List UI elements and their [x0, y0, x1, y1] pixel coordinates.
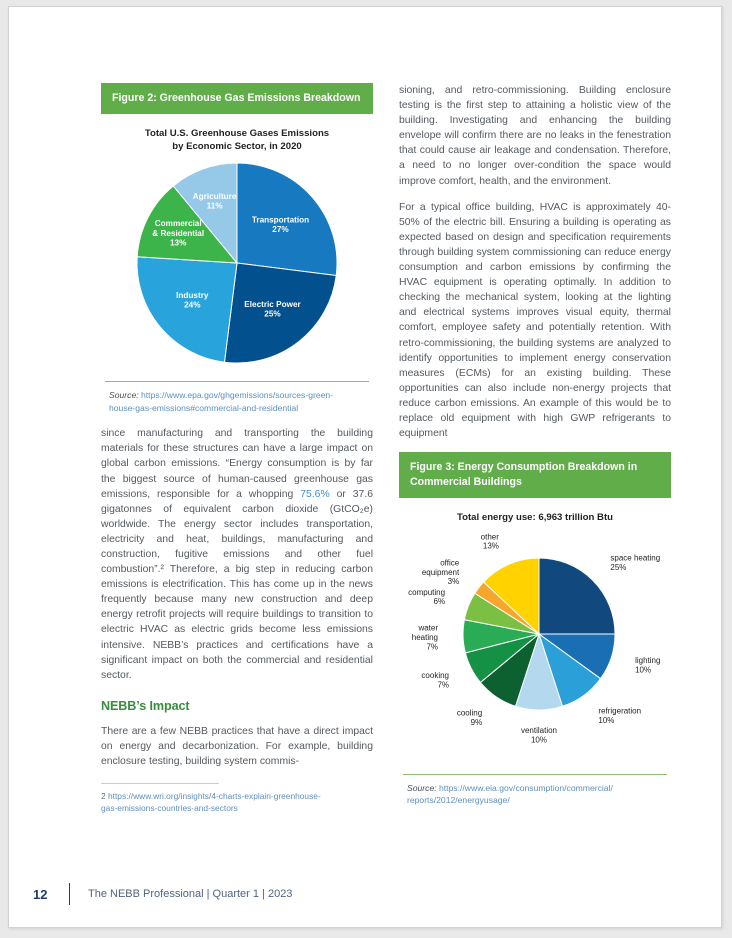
- pie-slice-label: cooling: [456, 708, 483, 718]
- page-content: [101, 83, 671, 843]
- pie-slice-label: 13%: [170, 238, 187, 248]
- pie-slice-label: 24%: [184, 301, 201, 311]
- right-paragraph-1: sioning, and retro-commissioning. Building enclosure testing is the first step to attaining a holistic view of the building. Investigating and enhancing the building envelope will confirm there are no leaks in the fenestration that could cause air leakage and condensation. Therefore, a need to no longer over-condition the space would improve comfort, health, and the environment.: [399, 85, 671, 187]
- pie-slice-label: Transportation: [251, 216, 310, 226]
- left-paragraph-1-highlight: 75.6%: [300, 488, 330, 500]
- pie-slice: [539, 558, 615, 634]
- pie-slice-label: other: [480, 532, 499, 542]
- pie-slice-label: Electric Power: [244, 300, 301, 310]
- pie-slice-label: lighting: [635, 656, 661, 666]
- page-footer: [33, 883, 292, 905]
- left-paragraph-1-part1: since manufacturing and transporting the building materials for these structures can have a large impact on global carbon emissions. “Energy consumption is by far the biggest source of human-caused greenhouse gas emissions, responsible for a whopping: [101, 428, 373, 500]
- pie-slice-label: heating: [411, 632, 438, 642]
- right-paragraph-2: For a typical office building, HVAC is approximately 40-50% of the electric bill. Ensuring a building is operating as expected based on design and specification requirements through building system commissioning can reduce energy consumption and carbon emissions by confirming the HVAC equipment is operating optimally. In addition to checking the mechanical system, looking at the lighting and electrical systems improves visual equity, thermal comfort, employee safety and potentially retention. With retro-commissioning, the building systems are analyzed to identify opportunities to implement energy conservation measures (ECMs) for an existing building. These opportunities can also include non-energy projects that reduce carbon emissions. An example of this would be to replace old equipment with high GWP refrigerants to equipment: [399, 201, 671, 440]
- pie-slice-label: 6%: [433, 597, 446, 607]
- figure-2-source: [105, 389, 369, 414]
- pie-slice-label: Agriculture: [192, 192, 237, 202]
- document-page: [8, 6, 722, 928]
- figure-2-source-label: Source:: [109, 390, 139, 401]
- figure-3-pie-svg: [403, 526, 667, 764]
- figure-2-chart-title-line2: by Economic Sector, in 2020: [172, 141, 302, 153]
- section-heading-nebbs-impact: NEBB’s Impact: [101, 698, 190, 713]
- pie-slice-label: & Residential: [152, 229, 205, 239]
- pie-slice-label: 27%: [272, 225, 289, 235]
- pie-slice-label: 25%: [264, 309, 281, 319]
- figure-3-source: [403, 782, 667, 807]
- figure-2-pie-svg: [105, 159, 369, 371]
- pie-slice-label: 11%: [206, 201, 223, 211]
- pie-slice-label: office: [440, 558, 460, 568]
- right-column: [399, 83, 671, 819]
- pie-slice-label: computing: [408, 587, 446, 597]
- footnote-divider: [101, 783, 219, 784]
- figure-2-body: [101, 114, 373, 414]
- footnote-number: 2: [101, 791, 106, 802]
- pie-slice-label: 3%: [447, 577, 460, 587]
- pie-slice-label: 25%: [610, 562, 627, 572]
- figure-3-source-url-line2[interactable]: reports/2012/energyusage/: [407, 795, 510, 806]
- left-paragraph-2: There are a few NEBB practices that have a direct impact on energy and decarbonization. For example, building enclosure testing, building system commis-: [101, 725, 373, 767]
- pie-slice-label: water: [418, 623, 438, 633]
- left-paragraph-1: [101, 426, 373, 683]
- pie-slice-label: 10%: [530, 735, 548, 745]
- pie-slice-label: 7%: [437, 680, 449, 690]
- figure-2-chart-title-line1: Total U.S. Greenhouse Gases Emissions: [144, 128, 330, 140]
- figure-2-source-url-line2[interactable]: house-gas-emissions#commercial-and-residential: [109, 402, 299, 413]
- pie-slice-label: 9%: [470, 717, 483, 727]
- figure-3-pie-chart: [403, 526, 667, 764]
- footnote-2: [101, 791, 373, 815]
- figure-3-body: [399, 498, 671, 807]
- pie-slice-label: 7%: [426, 642, 438, 652]
- figure-3-chart-title: Total energy use: 6,963 trillion Btu: [456, 511, 614, 523]
- footer-publication: The NEBB Professional | Quarter 1 | 2023: [88, 888, 293, 900]
- pie-slice-label: Commercial: [154, 219, 202, 229]
- pie-slice-label: refrigeration: [598, 706, 642, 716]
- figure-2-divider: [105, 381, 369, 382]
- pie-slice-label: 13%: [482, 541, 499, 551]
- figure-2-chart-title: [105, 127, 369, 153]
- pie-slice-label: 10%: [598, 716, 615, 726]
- figure-3-slices: [463, 558, 615, 710]
- pie-slice-label: equipment: [421, 567, 460, 577]
- figure-2-source-url-line1[interactable]: https://www.epa.gov/ghgemissions/sources-green-: [141, 390, 334, 401]
- figure-3-source-label: Source:: [407, 782, 437, 793]
- left-paragraph-1-part2: or 37.6 gigatonnes of equivalent carbon dioxide (GtCO₂e) worldwide. The energy sector includes transportation, electricity and heat, buildings, manufacturing and construction, fugitive emissions and other fuel combustion”.² Therefore, a big step in reducing carbon emissions is electrification. This has come up in the news frequently because many new construction and deep energy retrofit projects will require buildings to transition to electric HVAC as electric grids become less emissions intensive. NEBB’s practices and certifications have a significant impact on both the commercial and residential sector.: [101, 488, 373, 681]
- footer-divider: [69, 883, 70, 905]
- page-number: 12: [33, 886, 48, 902]
- figure-2-slices: [137, 163, 337, 363]
- figure-3-header: Figure 3: Energy Consumption Breakdown in Commercial Buildings: [399, 452, 671, 498]
- figure-3: [399, 452, 671, 807]
- pie-slice-label: ventilation: [520, 725, 558, 735]
- pie-slice-label: 10%: [635, 665, 652, 675]
- pie-slice-label: space heating: [610, 553, 661, 563]
- pie-slice-label: cooking: [421, 670, 449, 680]
- figure-2: [101, 83, 373, 414]
- left-column: [101, 83, 373, 815]
- footnote-url-line2[interactable]: gas-emissions-countries-and-sectors: [101, 802, 238, 813]
- figure-2-header: Figure 2: Greenhouse Gas Emissions Breakdown: [101, 83, 373, 114]
- figure-3-source-url-line1[interactable]: https://www.eia.gov/consumption/commercial/: [439, 782, 613, 793]
- footnote-url-line1[interactable]: https://www.wri.org/insights/4-charts-explain-greenhouse-: [108, 791, 321, 802]
- figure-3-divider: [403, 774, 667, 775]
- pie-slice-label: Industry: [176, 291, 209, 301]
- figure-2-pie-chart: [105, 159, 369, 371]
